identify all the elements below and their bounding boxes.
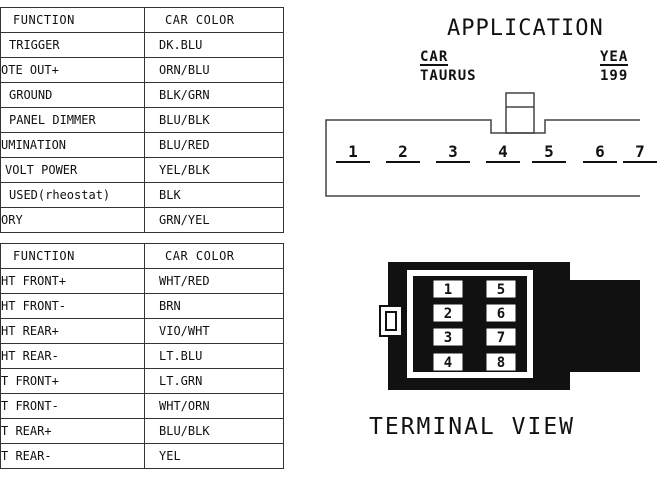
color-cell: LT.BLU: [145, 344, 284, 369]
color-cell: BLK/GRN: [145, 83, 284, 108]
color-cell: BLU/RED: [145, 133, 284, 158]
color-cell: BLU/BLK: [145, 419, 284, 444]
function-cell: HT REAR-: [1, 344, 145, 369]
color-cell: YEL: [145, 444, 284, 469]
color-cell: DK.BLU: [145, 33, 284, 58]
svg-text:8: 8: [496, 355, 506, 371]
terminal-pin-5: [486, 280, 516, 298]
function-cell: TRIGGER: [1, 33, 145, 58]
color-cell: YEL/BLK: [145, 158, 284, 183]
function-cell: T FRONT-: [1, 394, 145, 419]
terminal-pin-6: [486, 304, 516, 322]
terminal-pin-1: [433, 280, 463, 298]
function-cell: GROUND: [1, 83, 145, 108]
application-title: APPLICATION: [447, 16, 604, 41]
svg-text:3: 3: [443, 330, 453, 346]
connector-pin-1: 1: [336, 143, 370, 163]
svg-text:6: 6: [496, 306, 506, 322]
function-cell: VOLT POWER: [1, 158, 145, 183]
header-car-color: CAR COLOR: [145, 8, 284, 33]
year-value: 199: [600, 68, 629, 84]
function-cell: T FRONT+: [1, 369, 145, 394]
connector-pin-6: 6: [583, 143, 617, 163]
terminal-pin-4: [433, 353, 463, 371]
svg-text:1: 1: [443, 282, 453, 298]
function-cell: HT REAR+: [1, 319, 145, 344]
terminal-view-caption: TERMINAL VIEW: [369, 414, 576, 440]
function-cell: T REAR+: [1, 419, 145, 444]
terminal-pin-7: [486, 328, 516, 346]
function-cell: OTE OUT+: [1, 58, 145, 83]
color-cell: LT.GRN: [145, 369, 284, 394]
svg-text:7: 7: [496, 330, 506, 346]
color-cell: WHT/RED: [145, 269, 284, 294]
function-cell: ORY: [1, 208, 145, 233]
car-label: CAR: [420, 49, 449, 65]
header-car-color: CAR COLOR: [145, 244, 284, 269]
terminal-pin-8: [486, 353, 516, 371]
svg-text:4: 4: [443, 355, 453, 371]
connector-pin-7: 7: [623, 143, 657, 163]
color-cell: BLU/BLK: [145, 108, 284, 133]
connector-pin-4: 4: [486, 143, 520, 163]
function-cell: HT FRONT+: [1, 269, 145, 294]
color-cell: BRN: [145, 294, 284, 319]
terminal-pin-3: [433, 328, 463, 346]
color-cell: GRN/YEL: [145, 208, 284, 233]
car-value: TAURUS: [420, 68, 477, 84]
color-cell: WHT/ORN: [145, 394, 284, 419]
color-cell: VIO/WHT: [145, 319, 284, 344]
header-function: FUNCTION: [1, 244, 145, 269]
connector-pin-3: 3: [436, 143, 470, 163]
function-cell: PANEL DIMMER: [1, 108, 145, 133]
svg-text:5: 5: [496, 282, 506, 298]
svg-text:2: 2: [443, 306, 453, 322]
header-function: FUNCTION: [1, 8, 145, 33]
function-cell: USED(rheostat): [1, 183, 145, 208]
function-cell: HT FRONT-: [1, 294, 145, 319]
connector-pin-5: 5: [532, 143, 566, 163]
function-cell: UMINATION: [1, 133, 145, 158]
connector-pin-2: 2: [386, 143, 420, 163]
color-cell: BLK: [145, 183, 284, 208]
function-cell: T REAR-: [1, 444, 145, 469]
color-cell: ORN/BLU: [145, 58, 284, 83]
year-label: YEA: [600, 49, 629, 65]
terminal-pin-2: [433, 304, 463, 322]
